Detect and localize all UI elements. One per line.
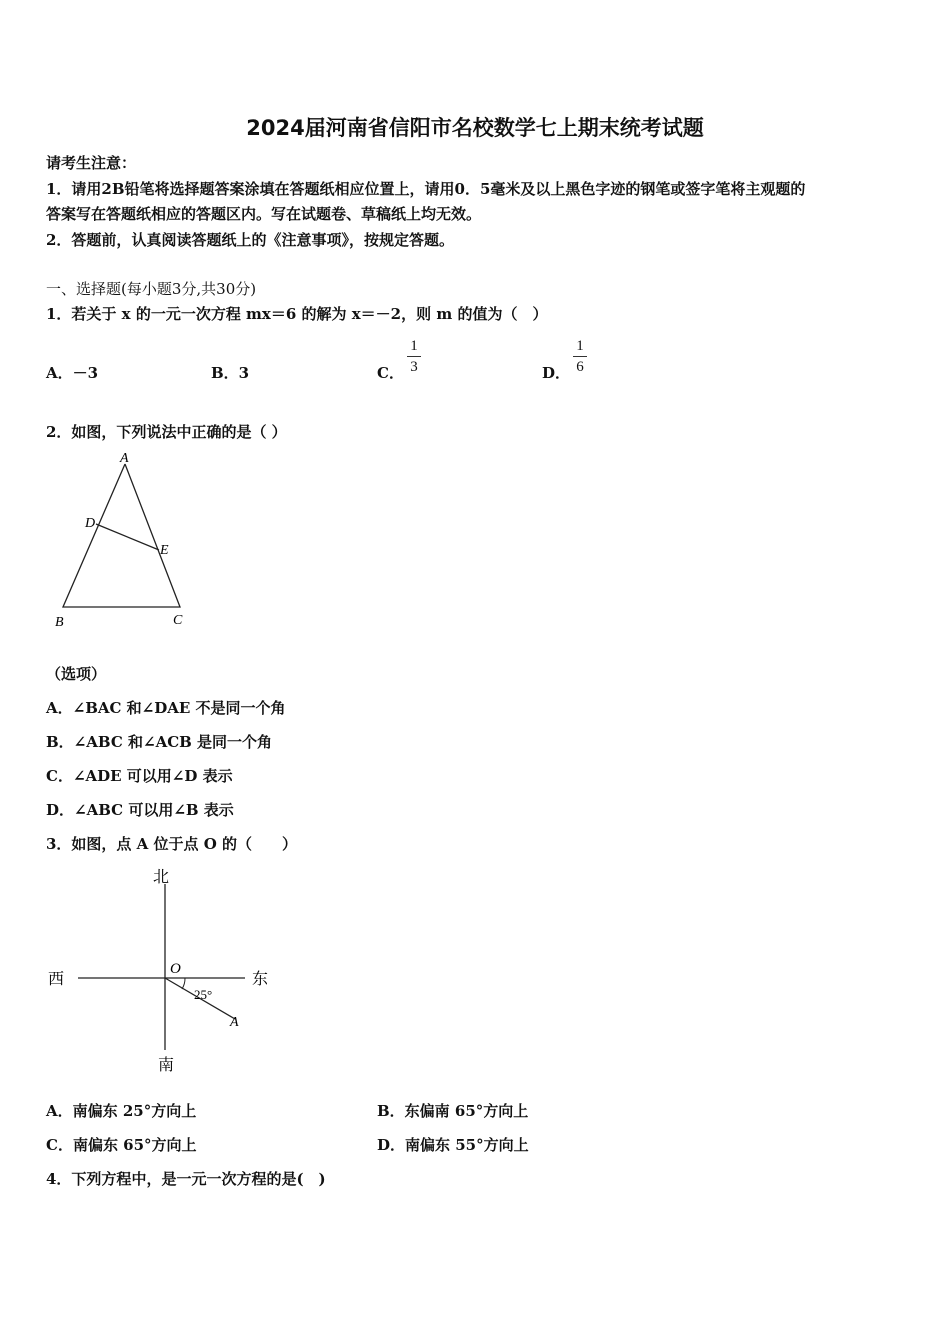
q1-c-numerator: 1 bbox=[410, 338, 418, 354]
notice-line-2: 答案写在答题纸相应的答题区内。写在试题卷、草稿纸上均无效。 bbox=[46, 205, 482, 223]
q1-d-numerator: 1 bbox=[576, 338, 584, 354]
page-title: 2024届河南省信阳市名校数学七上期末统考试题 bbox=[246, 116, 704, 140]
q2-stem: 2．如图，下列说法中正确的是（ ） bbox=[46, 423, 287, 441]
fraction-bar bbox=[573, 356, 587, 357]
notice-line-3: 2．答题前，认真阅读答题纸上的《注意事项》，按规定答题。 bbox=[46, 231, 454, 249]
q1-stem: 1．若关于 x 的一元一次方程 mx＝6 的解为 x＝－2，则 m 的值为（ ） bbox=[46, 305, 548, 323]
angle-label: 25° bbox=[194, 987, 213, 1002]
q1-option-a: A．－3 bbox=[46, 364, 99, 382]
q1-d-denominator: 6 bbox=[576, 359, 584, 375]
section-heading: 一、选择题(每小题3分,共30分) bbox=[46, 280, 257, 298]
notice-line-1: 1．请用2B铅笔将选择题答案涂填在答题纸相应位置上，请用0．5毫米及以上黑色字迹的钢笔或签字笔将主观题的 bbox=[46, 180, 806, 198]
q3-option-c: C．南偏东 65°方向上 bbox=[46, 1136, 197, 1154]
q3-option-d: D．南偏东 55°方向上 bbox=[377, 1136, 529, 1154]
triangle-abc bbox=[63, 464, 180, 607]
q3-option-b: B．东偏南 65°方向上 bbox=[377, 1102, 529, 1120]
q1-option-d-fraction bbox=[573, 337, 587, 376]
q1-option-b: B．3 bbox=[211, 364, 250, 382]
label-o: O bbox=[170, 961, 181, 977]
q2-option-d: D．∠ABC 可以用∠B 表示 bbox=[46, 801, 234, 819]
label-d: D bbox=[85, 516, 96, 531]
q3-direction-figure bbox=[40, 862, 290, 1077]
q2-triangle-figure bbox=[50, 448, 200, 633]
q1-option-c-label: C． bbox=[377, 364, 404, 382]
angle-arc bbox=[182, 978, 185, 989]
label-a: A bbox=[120, 451, 129, 466]
q4-stem: 4．下列方程中，是一元一次方程的是( ) bbox=[46, 1170, 326, 1188]
q1-c-denominator: 3 bbox=[410, 359, 418, 375]
label-south: 南 bbox=[158, 1057, 175, 1074]
q3-stem: 3．如图，点 A 位于点 O 的（ ） bbox=[46, 835, 298, 853]
notice-heading: 请考生注意： bbox=[46, 154, 137, 172]
label-e: E bbox=[160, 543, 169, 558]
label-west: 西 bbox=[48, 971, 65, 988]
q2-option-c: C．∠ADE 可以用∠D 表示 bbox=[46, 767, 233, 785]
label-north: 北 bbox=[153, 869, 170, 886]
q2-options-heading: （选项） bbox=[46, 665, 107, 683]
label-a: A bbox=[230, 1015, 239, 1030]
q2-option-a: A．∠BAC 和∠DAE 不是同一个角 bbox=[46, 699, 286, 717]
q1-option-d-label: D． bbox=[542, 364, 571, 382]
label-east: 东 bbox=[252, 971, 269, 988]
label-c: C bbox=[173, 613, 183, 628]
label-b: B bbox=[55, 615, 64, 630]
q3-option-a: A．南偏东 25°方向上 bbox=[46, 1102, 197, 1120]
q1-option-c-fraction bbox=[407, 337, 421, 376]
q2-option-b: B．∠ABC 和∠ACB 是同一个角 bbox=[46, 733, 273, 751]
fraction-bar bbox=[407, 356, 421, 357]
